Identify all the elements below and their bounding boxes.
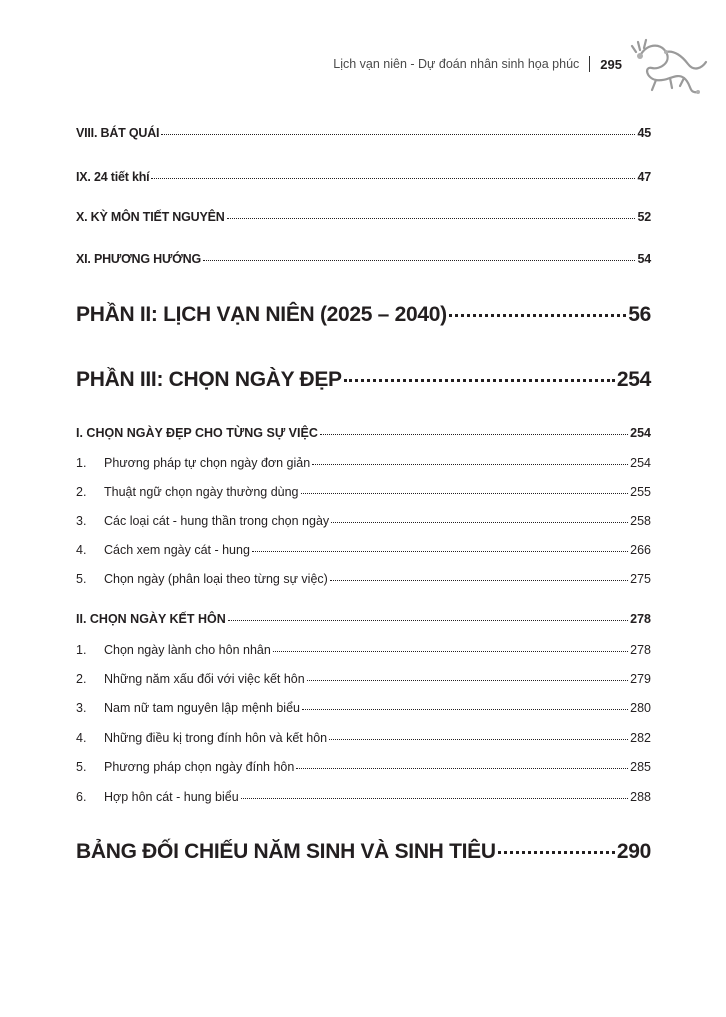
toc-part-label: PHẦN II: LỊCH VẠN NIÊN (2025 – 2040)	[76, 303, 447, 326]
toc-item-page: 254	[630, 456, 651, 470]
toc-section-page: 254	[630, 426, 651, 440]
toc-item-number: 1.	[76, 643, 87, 657]
toc-item-label: Những năm xấu đối với việc kết hôn	[104, 672, 305, 686]
dot-leader	[301, 493, 629, 494]
toc-entry[interactable]	[76, 170, 651, 184]
header-page-number: 295	[600, 56, 622, 72]
dot-leader	[302, 709, 628, 710]
toc-part-label: PHẦN III: CHỌN NGÀY ĐẸP	[76, 368, 342, 391]
toc-item-label: Cách xem ngày cát - hung	[104, 543, 250, 557]
toc-entry[interactable]	[76, 126, 651, 140]
toc-item-page: 282	[630, 731, 651, 745]
toc-item-number: 5.	[76, 760, 87, 774]
toc-item-number: 4.	[76, 543, 87, 557]
toc-section-label: II. CHỌN NGÀY KẾT HÔN	[76, 612, 226, 626]
toc-entry-page: 45	[637, 126, 651, 140]
toc-item-label: Những điều kị trong đính hôn và kết hôn	[104, 731, 328, 745]
dot-leader	[344, 379, 615, 382]
toc-item[interactable]	[76, 456, 651, 470]
dot-leader	[320, 434, 628, 435]
dot-leader	[252, 551, 628, 552]
toc-item[interactable]	[76, 672, 651, 686]
toc-appendix-entry[interactable]	[76, 840, 651, 864]
dot-leader	[330, 580, 628, 581]
toc-item-number: 2.	[76, 672, 87, 686]
toc-item-page: 255	[630, 485, 651, 499]
toc-section-entry[interactable]	[76, 612, 651, 626]
toc-item-label: Hợp hôn cát - hung biểu	[104, 790, 239, 804]
toc-item-number: 6.	[76, 790, 87, 804]
toc-item-number: 1.	[76, 456, 87, 470]
toc-item-label: Nam nữ tam nguyên lập mệnh biểu	[104, 701, 300, 715]
toc-entry-page: 47	[637, 170, 651, 184]
toc-entry-label: VIII. BÁT QUÁI	[76, 126, 160, 140]
toc-part-entry[interactable]	[76, 368, 651, 392]
toc-entry-label: XI. PHƯƠNG HƯỚNG	[76, 252, 201, 266]
toc-section-label: I. CHỌN NGÀY ĐẸP CHO TỪNG SỰ VIỆC	[76, 426, 318, 440]
toc-item-number: 3.	[76, 701, 87, 715]
dot-leader	[307, 680, 628, 681]
header-title: Lịch vạn niên - Dự đoán nhân sinh họa phúc	[333, 57, 580, 71]
dot-leader	[241, 798, 628, 799]
toc-item-page: 280	[630, 701, 651, 715]
toc-part-page: 56	[628, 303, 651, 326]
toc-item-page: 285	[630, 760, 651, 774]
toc-section-entry[interactable]	[76, 426, 651, 440]
toc-item[interactable]	[76, 485, 651, 499]
dot-leader	[498, 851, 615, 854]
dot-leader	[227, 218, 636, 219]
dragon-ornament-icon	[626, 34, 710, 104]
toc-part-page: 254	[616, 368, 651, 391]
toc-item-page: 266	[630, 543, 651, 557]
dot-leader	[273, 651, 628, 652]
toc-item-page: 288	[630, 790, 651, 804]
toc-item[interactable]	[76, 572, 651, 586]
toc-entry-page: 52	[637, 210, 651, 224]
toc-entry-page: 54	[637, 252, 651, 266]
toc-item[interactable]	[76, 543, 651, 557]
toc-entry-label: X. KỲ MÔN TIẾT NGUYÊN	[76, 210, 225, 224]
toc-entry[interactable]	[76, 210, 651, 224]
toc-section-page: 278	[630, 612, 651, 626]
toc-item[interactable]	[76, 790, 651, 804]
toc-item-page: 278	[630, 643, 651, 657]
dot-leader	[449, 314, 626, 317]
toc-item-label: Các loại cát - hung thần trong chọn ngày	[104, 514, 330, 528]
toc-item-label: Chọn ngày (phân loại theo từng sự việc)	[104, 572, 328, 586]
toc-appendix-page: 290	[616, 840, 651, 863]
toc-item[interactable]	[76, 760, 651, 774]
toc-item-label: Chọn ngày lành cho hôn nhân	[104, 643, 271, 657]
toc-item-label: Phương pháp chọn ngày đính hôn	[104, 760, 295, 774]
toc-item-page: 275	[630, 572, 651, 586]
toc-item-page: 258	[630, 514, 651, 528]
toc-item-label: Phương pháp tự chọn ngày đơn giản	[104, 456, 311, 470]
running-header	[333, 56, 622, 72]
toc-item-page: 279	[630, 672, 651, 686]
toc-entry-label: IX. 24 tiết khí	[76, 170, 150, 184]
toc-item-number: 4.	[76, 731, 87, 745]
toc-item[interactable]	[76, 731, 651, 745]
dot-leader	[228, 620, 628, 621]
toc-appendix-label: BẢNG ĐỐI CHIẾU NĂM SINH VÀ SINH TIÊU	[76, 840, 496, 863]
dot-leader	[161, 134, 635, 135]
dot-leader	[203, 260, 635, 261]
toc-entry[interactable]	[76, 252, 651, 266]
toc-item-number: 5.	[76, 572, 87, 586]
dot-leader	[331, 522, 628, 523]
toc-item[interactable]	[76, 514, 651, 528]
toc-item[interactable]	[76, 643, 651, 657]
toc-item-label: Thuật ngữ chọn ngày thường dùng	[104, 485, 299, 499]
dot-leader	[329, 739, 628, 740]
dot-leader	[151, 178, 635, 179]
toc-item[interactable]	[76, 701, 651, 715]
dot-leader	[296, 768, 628, 769]
toc-part-entry[interactable]	[76, 303, 651, 327]
header-separator	[589, 56, 590, 72]
toc-item-number: 2.	[76, 485, 87, 499]
dot-leader	[312, 464, 628, 465]
toc-item-number: 3.	[76, 514, 87, 528]
